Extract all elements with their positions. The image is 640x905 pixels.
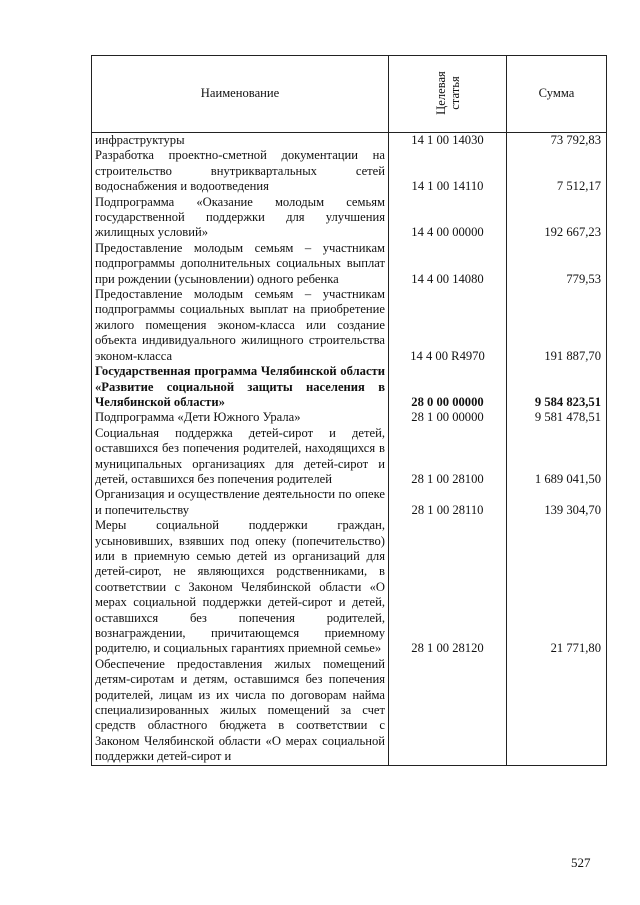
row-name-cell: Социальная поддержка детей-сирот и детей, оставшихся без попечения родителей, находящихся в муниципальных организациях для детей-сирот и детей, оставшихся без попечения родителей bbox=[92, 426, 389, 488]
table-row bbox=[92, 487, 607, 518]
header-code-text bbox=[433, 71, 461, 115]
row-code-cell: 14 4 00 R4970 bbox=[389, 287, 507, 364]
row-code-cell: 28 1 00 00000 bbox=[389, 410, 507, 425]
row-sum-cell: 1 689 041,50 bbox=[507, 426, 607, 488]
table-row bbox=[92, 364, 607, 410]
row-sum-cell: 779,53 bbox=[507, 241, 607, 287]
row-code-cell: 28 1 00 28120 bbox=[389, 518, 507, 657]
row-code-cell: 14 1 00 14110 bbox=[389, 148, 507, 194]
row-code-cell: 14 1 00 14030 bbox=[389, 133, 507, 149]
page-number: 527 bbox=[571, 855, 591, 870]
row-sum-cell: 73 792,83 bbox=[507, 133, 607, 149]
table-row bbox=[92, 241, 607, 287]
row-name-cell: инфраструктуры bbox=[92, 133, 389, 149]
row-name-cell: Предоставление молодым семьям – участникам подпрограммы дополнительных социальных выплат при рождении (усыновлении) одного ребенка bbox=[92, 241, 389, 287]
header-code-line1: Целевая bbox=[433, 71, 448, 116]
table-row bbox=[92, 287, 607, 364]
row-sum-cell: 192 667,23 bbox=[507, 195, 607, 241]
budget-table bbox=[91, 55, 607, 766]
row-name-cell: Подпрограмма «Дети Южного Урала» bbox=[92, 410, 389, 425]
table-body bbox=[92, 133, 607, 766]
row-sum-cell bbox=[507, 657, 607, 765]
row-name-cell: Обеспечение предоставления жилых помещений детям-сиротам и детям, оставшимся без попечения родителей, лицам из их числа по договорам найма специализированных жилых помещений за счет средств областного бюджета в соответствии с Законом Челябинской области «О мерах социальной поддержки детей-сирот и bbox=[92, 657, 389, 765]
row-name-cell: Предоставление молодым семьям – участникам подпрограммы социальных выплат на приобретение жилого помещения эконом-класса или создание объекта индивидуального жилищного строительства эконом-класса bbox=[92, 287, 389, 364]
table-row bbox=[92, 657, 607, 765]
row-sum-cell: 191 887,70 bbox=[507, 287, 607, 364]
row-sum-cell: 9 581 478,51 bbox=[507, 410, 607, 425]
row-code-cell: 28 0 00 00000 bbox=[389, 364, 507, 410]
row-name-cell: Разработка проектно-сметной документации на строительство внутриквартальных сетей водоснабжения и водоотведения bbox=[92, 148, 389, 194]
table-header-row bbox=[92, 56, 607, 133]
row-code-cell: 28 1 00 28100 bbox=[389, 426, 507, 488]
table-row bbox=[92, 148, 607, 194]
row-code-cell bbox=[389, 657, 507, 765]
row-code-cell: 14 4 00 00000 bbox=[389, 195, 507, 241]
row-sum-cell: 139 304,70 bbox=[507, 487, 607, 518]
row-sum-cell: 21 771,80 bbox=[507, 518, 607, 657]
header-name: Наименование bbox=[92, 56, 389, 133]
table-row bbox=[92, 133, 607, 149]
table-row bbox=[92, 195, 607, 241]
table-row bbox=[92, 426, 607, 488]
header-code bbox=[389, 56, 507, 133]
row-name-cell: Подпрограмма «Оказание молодым семьям государственной поддержки для улучшения жилищных условий» bbox=[92, 195, 389, 241]
row-code-cell: 14 4 00 14080 bbox=[389, 241, 507, 287]
row-name-cell: Государственная программа Челябинской области «Развитие социальной защиты населения в Челябинской области» bbox=[92, 364, 389, 410]
row-code-cell: 28 1 00 28110 bbox=[389, 487, 507, 518]
table-row bbox=[92, 410, 607, 425]
row-sum-cell: 9 584 823,51 bbox=[507, 364, 607, 410]
table-row bbox=[92, 518, 607, 657]
header-sum: Сумма bbox=[507, 56, 607, 133]
row-sum-cell: 7 512,17 bbox=[507, 148, 607, 194]
header-code-line2: статья bbox=[447, 76, 462, 111]
row-name-cell: Организация и осуществление деятельности по опеке и попечительству bbox=[92, 487, 389, 518]
row-name-cell: Меры социальной поддержки граждан, усыновивших, взявших под опеку (попечительство) или в приемную семью детей из организаций для детей-сирот, не являющихся родственниками, в соответствии с Законом Челябинской области «О мерах социальной поддержки детей-сирот и детей, оставшихся без попечения родителей, вознаграждении, причитающемся приемному родителю, и социальных гарантиях приемной семье» bbox=[92, 518, 389, 657]
